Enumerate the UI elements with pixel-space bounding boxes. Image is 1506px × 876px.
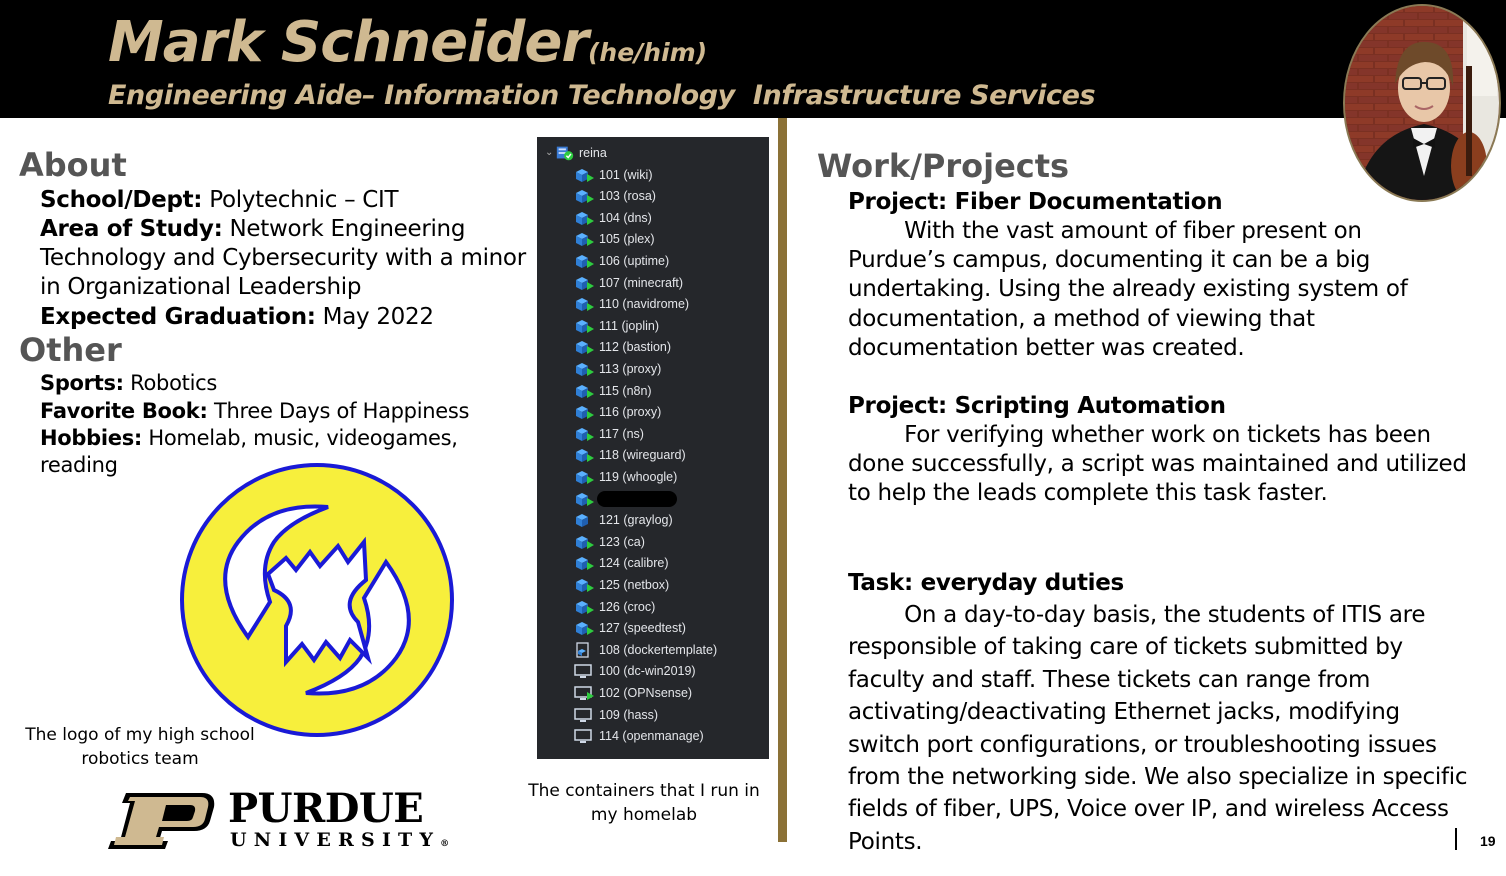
area-line-2: Technology and Cybersecurity with a minor bbox=[40, 245, 526, 271]
homelab-item-label: 127 (speedtest) bbox=[599, 621, 686, 636]
homelab-item[interactable] bbox=[573, 618, 686, 639]
robotics-caption-line-1: The logo of my high school bbox=[25, 725, 255, 745]
book-label: Favorite Book: bbox=[40, 399, 208, 423]
portrait-illustration bbox=[1345, 6, 1501, 202]
container-running-icon bbox=[573, 447, 595, 463]
work-heading: Work/Projects bbox=[817, 147, 1070, 185]
container-running-icon bbox=[573, 275, 595, 291]
container-icon bbox=[573, 512, 595, 528]
homelab-item[interactable] bbox=[573, 682, 692, 703]
column-divider bbox=[778, 118, 787, 842]
homelab-item-label: 100 (dc-win2019) bbox=[599, 664, 696, 679]
homelab-item[interactable] bbox=[573, 488, 677, 509]
homelab-item[interactable] bbox=[573, 553, 668, 574]
homelab-item[interactable] bbox=[573, 272, 683, 293]
university-wordmark bbox=[230, 829, 449, 855]
container-running-icon bbox=[573, 339, 595, 355]
homelab-item-label: 107 (minecraft) bbox=[599, 275, 684, 290]
page-number-separator bbox=[1455, 828, 1457, 850]
redacted-label bbox=[597, 491, 677, 507]
project2-title: Project: Scripting Automation bbox=[848, 393, 1226, 419]
task-title: Task: everyday duties bbox=[848, 570, 1124, 596]
body-line: to help the leads complete this task faster. bbox=[848, 480, 1328, 507]
homelab-item[interactable] bbox=[573, 315, 659, 336]
server-node-icon bbox=[555, 145, 575, 161]
sports-line bbox=[40, 369, 217, 398]
homelab-item-label: 102 (OPNsense) bbox=[599, 685, 693, 700]
job-title: Engineering Aide– Information Technology Infrastructure Services bbox=[108, 80, 1096, 111]
container-running-icon bbox=[573, 318, 595, 334]
homelab-item[interactable] bbox=[573, 639, 717, 660]
project1-title: Project: Fiber Documentation bbox=[848, 189, 1223, 215]
purdue-wordmark: PURDUE bbox=[228, 785, 424, 832]
homelab-item[interactable] bbox=[573, 661, 696, 682]
homelab-item[interactable] bbox=[573, 531, 645, 552]
homelab-item-label: 117 (ns) bbox=[599, 426, 644, 441]
homelab-item[interactable] bbox=[573, 337, 671, 358]
homelab-item-label: 106 (uptime) bbox=[599, 253, 670, 268]
area-line bbox=[40, 215, 465, 244]
body-line: switch port configurations, or troubleshooting issues bbox=[848, 731, 1437, 758]
homelab-caption-line-1: The containers that I run in bbox=[528, 781, 760, 801]
homelab-item-label: 124 (calibre) bbox=[599, 556, 669, 571]
homelab-item-label: 113 (proxy) bbox=[599, 361, 662, 376]
homelab-item-label: 121 (graylog) bbox=[599, 513, 673, 528]
container-running-icon bbox=[573, 361, 595, 377]
homelab-tree-screenshot bbox=[537, 137, 769, 759]
body-line: On a day-to-day basis, the students of ITIS are bbox=[848, 602, 1426, 628]
other-heading: Other bbox=[19, 331, 122, 369]
container-running-icon bbox=[573, 426, 595, 442]
container-running-icon bbox=[573, 296, 595, 312]
graduation-value: May 2022 bbox=[315, 304, 434, 330]
homelab-item[interactable] bbox=[573, 229, 655, 250]
homelab-item[interactable] bbox=[573, 510, 673, 531]
homelab-item[interactable] bbox=[573, 704, 658, 725]
homelab-item[interactable] bbox=[573, 574, 669, 595]
homelab-item[interactable] bbox=[573, 726, 704, 747]
page-number: 19 bbox=[1480, 833, 1496, 849]
hobbies-label: Hobbies: bbox=[40, 426, 143, 450]
area-line-3: in Organizational Leadership bbox=[40, 274, 362, 300]
homelab-item-label: 115 (n8n) bbox=[599, 383, 652, 398]
homelab-item-label: 125 (netbox) bbox=[599, 577, 670, 592]
container-running-icon bbox=[573, 167, 595, 183]
body-line: done successfully, a script was maintained and utilized bbox=[848, 451, 1467, 478]
homelab-item-label: 111 (joplin) bbox=[599, 318, 659, 333]
container-running-icon bbox=[573, 555, 595, 571]
homelab-item[interactable] bbox=[573, 445, 686, 466]
robotics-team-logo bbox=[178, 462, 456, 738]
monitor-running-icon bbox=[573, 685, 595, 701]
graduation-label: Expected Graduation: bbox=[40, 304, 316, 330]
monitor-icon bbox=[573, 707, 595, 723]
body-line: For verifying whether work on tickets has been bbox=[848, 422, 1431, 448]
book-line bbox=[40, 397, 469, 426]
pronouns: (he/him) bbox=[588, 38, 708, 67]
body-line: fields of fiber, UPS, Voice over IP, and wireless Access bbox=[848, 796, 1449, 823]
container-running-icon bbox=[573, 210, 595, 226]
homelab-item-label: 108 (dockertemplate) bbox=[599, 642, 718, 657]
university-text: UNIVERSITY bbox=[230, 829, 441, 851]
homelab-item-label: 112 (bastion) bbox=[599, 340, 672, 355]
container-running-icon bbox=[573, 383, 595, 399]
homelab-caption bbox=[524, 779, 764, 827]
homelab-caption-line-2: my homelab bbox=[590, 805, 698, 825]
container-running-icon bbox=[573, 491, 595, 507]
homelab-item-label: 116 (proxy) bbox=[599, 405, 662, 420]
homelab-item[interactable] bbox=[573, 423, 644, 444]
homelab-item-label: 114 (openmanage) bbox=[599, 729, 704, 744]
portrait-photo bbox=[1343, 4, 1501, 202]
container-running-icon bbox=[573, 253, 595, 269]
name-text: Mark Schneider bbox=[108, 10, 588, 75]
homelab-item-label: 118 (wireguard) bbox=[599, 448, 686, 463]
homelab-item-label: 110 (navidrome) bbox=[599, 297, 690, 312]
body-line: activating/deactivating Ethernet jacks, modifying bbox=[848, 699, 1400, 726]
container-running-icon bbox=[573, 599, 595, 615]
presenter-name bbox=[108, 10, 707, 86]
homelab-item-label: 105 (plex) bbox=[599, 232, 655, 247]
about-heading: About bbox=[19, 146, 127, 184]
hobbies-value: Homelab, music, videogames, bbox=[142, 426, 458, 450]
monitor-icon bbox=[573, 663, 595, 679]
graduation-line bbox=[40, 303, 434, 332]
homelab-item-label: 103 (rosa) bbox=[599, 189, 656, 204]
body-line: responsible of taking care of tickets submitted by bbox=[848, 634, 1403, 661]
school-value: Polytechnic – CIT bbox=[202, 187, 399, 213]
homelab-item-label: 126 (croc) bbox=[599, 599, 656, 614]
container-running-icon bbox=[573, 620, 595, 636]
homelab-item[interactable] bbox=[573, 380, 652, 401]
purdue-p-mark-icon bbox=[104, 791, 216, 851]
container-running-icon bbox=[573, 231, 595, 247]
body-line: from the networking side. We also specialize in specific bbox=[848, 764, 1468, 790]
chevron-down-icon[interactable]: ⌄ bbox=[545, 147, 554, 158]
school-line bbox=[40, 186, 398, 215]
hobbies-line-2: reading bbox=[40, 453, 118, 477]
body-line: faculty and staff. These tickets can range from bbox=[848, 666, 1371, 693]
homelab-item-label: 104 (dns) bbox=[599, 210, 652, 225]
homelab-item[interactable] bbox=[573, 294, 689, 315]
homelab-item-label: 109 (hass) bbox=[599, 707, 659, 722]
sports-label: Sports: bbox=[40, 371, 124, 395]
body-line: Points. bbox=[848, 828, 923, 855]
robotics-caption-line-2: robotics team bbox=[81, 749, 199, 769]
sports-value: Robotics bbox=[123, 371, 217, 395]
body-line: documentation, a method of viewing that bbox=[848, 305, 1315, 332]
homelab-item-label: 123 (ca) bbox=[599, 534, 645, 549]
area-label: Area of Study: bbox=[40, 216, 223, 242]
container-running-icon bbox=[573, 577, 595, 593]
monitor-icon bbox=[573, 728, 595, 744]
book-value: Three Days of Happiness bbox=[207, 399, 470, 423]
area-value: Network Engineering bbox=[222, 216, 466, 242]
homelab-item[interactable] bbox=[573, 358, 661, 379]
school-label: School/Dept: bbox=[40, 187, 203, 213]
body-line: documentation better was created. bbox=[848, 334, 1245, 361]
homelab-item[interactable] bbox=[573, 466, 677, 487]
template-icon bbox=[573, 642, 595, 658]
body-line: With the vast amount of fiber present on bbox=[848, 218, 1362, 244]
homelab-item-label: 119 (whoogle) bbox=[599, 469, 678, 484]
container-running-icon bbox=[573, 188, 595, 204]
title-banner bbox=[0, 0, 1506, 118]
homelab-item[interactable] bbox=[573, 186, 656, 207]
tree-node-row[interactable] bbox=[545, 142, 607, 163]
hobbies-line bbox=[40, 424, 458, 453]
robotics-caption bbox=[20, 723, 260, 771]
body-line: undertaking. Using the already existing system of bbox=[848, 276, 1408, 303]
homelab-item[interactable] bbox=[573, 207, 652, 228]
homelab-item-label: 101 (wiki) bbox=[599, 167, 653, 182]
body-line: Purdue’s campus, documenting it can be a big bbox=[848, 247, 1371, 274]
homelab-item[interactable] bbox=[573, 402, 661, 423]
homelab-item[interactable] bbox=[573, 250, 669, 271]
registered-mark: ® bbox=[440, 839, 450, 849]
homelab-item[interactable] bbox=[573, 596, 655, 617]
container-running-icon bbox=[573, 534, 595, 550]
homelab-item[interactable] bbox=[573, 164, 653, 185]
container-running-icon bbox=[573, 469, 595, 485]
purdue-logo bbox=[104, 785, 450, 853]
container-running-icon bbox=[573, 404, 595, 420]
node-name: reina bbox=[579, 145, 607, 160]
